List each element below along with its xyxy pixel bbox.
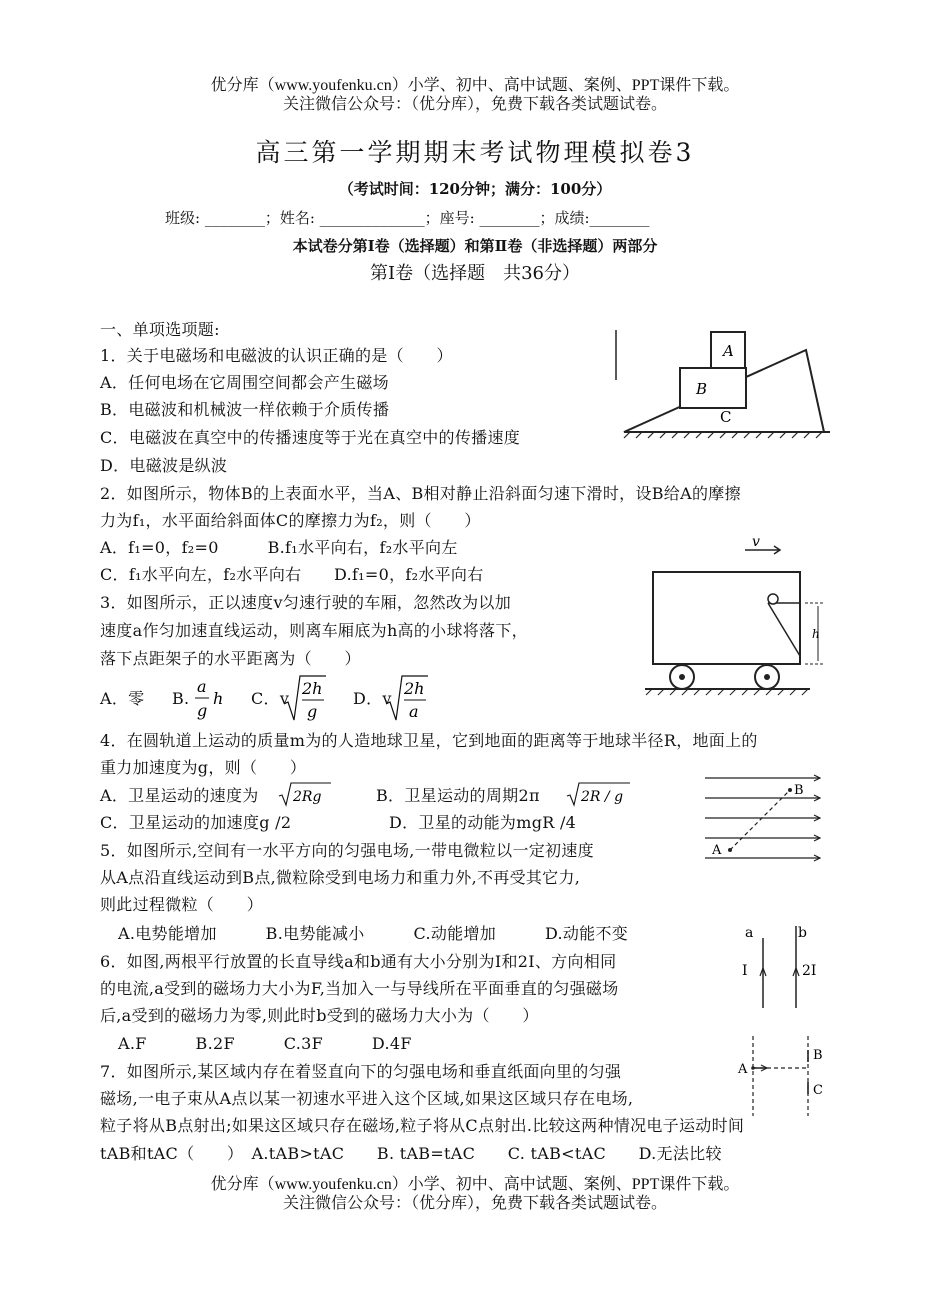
- q6-options: A.F B.2F C.3F D.4F: [118, 1034, 412, 1053]
- q4-stem-2: 重力加速度为g，则（ ）: [100, 758, 307, 777]
- current-b-label: 2I: [802, 963, 817, 979]
- q6-stem-3: 后,a受到的磁场力为零,则此时b受到的磁场力大小为（ ）: [100, 1006, 539, 1025]
- q1-option-a: A．任何电场在它周围空间都会产生磁场: [100, 373, 389, 392]
- q5-stem-2: 从A点沿直线运动到B点,微粒除受到电场力和重力外,不再受其它力,: [100, 868, 581, 887]
- q3-c-numerator: 2h: [302, 679, 323, 698]
- q1-option-c: C．电磁波在真空中的传播速度等于光在真空中的传播速度: [100, 428, 521, 447]
- field-region-figure: [733, 1034, 833, 1122]
- q3-option-c-label: C．v: [251, 689, 290, 708]
- electric-field-figure: [700, 772, 830, 872]
- q5-options: A.电势能增加 B.电势能减小 C.动能增加 D.动能不变: [118, 924, 629, 943]
- q5-stem-3: 则此过程微粒（ ）: [100, 895, 264, 914]
- q7-stem-4: tAB和tAC（ ） A.tAB>tAC B. tAB=tAC C. tAB<tAC D.无法比较: [100, 1144, 722, 1163]
- fig7-point-c: C: [813, 1083, 823, 1098]
- q3-option-b-label: B.: [172, 689, 190, 708]
- page-title: 高三第一学期期末考试物理模拟卷3: [255, 138, 695, 167]
- q6-stem-2: 的电流,a受到的磁场力大小为F,当加入一与导线所在平面垂直的匀强磁场: [100, 979, 619, 998]
- footer-line-1: 优分库（www.youfenku.cn）小学、初中、高中试题、案例、PPT课件下载。: [210, 1176, 740, 1193]
- q2-stem-1: 2．如图所示，物体B的上表面水平，当A、B相对静止沿斜面匀速下滑时，设B给A的摩擦: [100, 484, 741, 503]
- q3-option-a: A．零: [100, 689, 145, 708]
- q4-option-a: A．卫星运动的速度为: [100, 786, 259, 805]
- q3-option-d-formula: [385, 672, 429, 728]
- q3-b-variable: h: [213, 689, 224, 708]
- train-car-figure: [640, 532, 836, 704]
- q7-stem-2: 磁场,一电子束从A点以某一初速水平进入这个区域,如果这区域只存在电场,: [100, 1089, 634, 1108]
- q1-option-d: D．电磁波是纵波: [100, 456, 228, 475]
- footer-line-2: 关注微信公众号：（优分库），免费下载各类试题试卷。: [282, 1195, 667, 1212]
- q4-option-b: B．卫星运动的周期2π: [376, 786, 540, 805]
- part1-title: 第Ⅰ卷（选择题 共36分）: [369, 263, 580, 284]
- fig7-point-a: A: [738, 1062, 748, 1077]
- incline-blocks-figure: [612, 322, 842, 444]
- student-fields: 班级: ________；姓名: ______________；座号: ________；成绩:________: [165, 209, 650, 227]
- q4-option-b-sqrt: [566, 780, 632, 812]
- block-c-label: C: [720, 408, 732, 426]
- q2-stem-2: 力为f₁，水平面给斜面体C的摩擦力为f₂，则（ ）: [100, 511, 481, 530]
- q3-c-denominator: g: [307, 702, 318, 721]
- fig7-point-b: B: [813, 1048, 823, 1063]
- section-heading: 一、单项选项题:: [100, 320, 220, 339]
- q2-options-cd: C．f₁水平向左，f₂水平向右 D.f₁=0，f₂水平向右: [100, 565, 484, 584]
- q3-d-numerator: 2h: [404, 679, 425, 698]
- point-b-label: B: [794, 783, 804, 798]
- q3-b-numerator: a: [197, 677, 207, 696]
- q4-option-d: D．卫星的动能为mgR /4: [389, 813, 577, 832]
- q7-stem-1: 7．如图所示,某区域内存在着竖直向下的匀强电场和垂直纸面向里的匀强: [100, 1062, 622, 1081]
- q6-stem-1: 6．如图,两根平行放置的长直导线a和b通有大小分别为I和2I、方向相同: [100, 952, 617, 971]
- exam-info: （考试时间：120分钟；满分：100分）: [338, 180, 612, 198]
- velocity-label: v: [752, 534, 760, 550]
- q3-option-b-formula: [194, 676, 228, 728]
- q3-b-denominator: g: [197, 701, 208, 720]
- q1-option-b: B．电磁波和机械波一样依赖于介质传播: [100, 400, 390, 419]
- height-label: h: [812, 627, 820, 641]
- q4-stem-1: 4．在圆轨道上运动的质量m为的人造地球卫星，它到地面的距离等于地球半径R，地面上的: [100, 731, 758, 750]
- q4-a-radicand: 2Rg: [293, 789, 322, 805]
- parallel-wires-figure: [738, 920, 828, 1016]
- q7-stem-3: 粒子将从B点射出;如果这区域只存在磁场,粒子将从C点射出.比较这两种情况电子运动时间: [100, 1116, 745, 1135]
- q3-option-d-label: D．v: [353, 689, 392, 708]
- current-a-label: I: [742, 963, 748, 979]
- q4-option-a-sqrt: [278, 780, 332, 812]
- q3-stem-3: 落下点距架子的水平距离为（ ）: [100, 649, 361, 668]
- header-line-2: 关注微信公众号：（优分库），免费下载各类试题试卷。: [282, 96, 667, 113]
- q3-d-denominator: a: [409, 702, 419, 721]
- q5-stem-1: 5．如图所示,空间有一水平方向的匀强电场,一带电微粒以一定初速度: [100, 841, 594, 860]
- wire-b-label: b: [798, 925, 807, 941]
- q3-option-c-formula: [283, 672, 327, 728]
- header-line-1: 优分库（www.youfenku.cn）小学、初中、高中试题、案例、PPT课件下载。: [210, 77, 740, 94]
- q1-stem: 1．关于电磁场和电磁波的认识正确的是（ ）: [100, 346, 453, 365]
- block-b-label: B: [696, 380, 708, 398]
- block-a-label: A: [723, 342, 734, 360]
- q3-stem-2: 速度a作匀加速直线运动，则离车厢底为h高的小球将落下，: [100, 621, 528, 640]
- q3-stem-1: 3．如图所示，正以速度v匀速行驶的车厢，忽然改为以加: [100, 593, 512, 612]
- q4-option-c: C．卫星运动的加速度g /2: [100, 813, 292, 832]
- wire-a-label: a: [745, 925, 754, 941]
- point-a-label: A: [712, 843, 722, 858]
- q4-b-radicand: 2R / g: [581, 789, 624, 805]
- q2-options-ab: A．f₁=0，f₂=0 B.f₁水平向右，f₂水平向左: [100, 538, 458, 557]
- exam-intro: 本试卷分第Ⅰ卷（选择题）和第Ⅱ卷（非选择题）两部分: [292, 237, 658, 255]
